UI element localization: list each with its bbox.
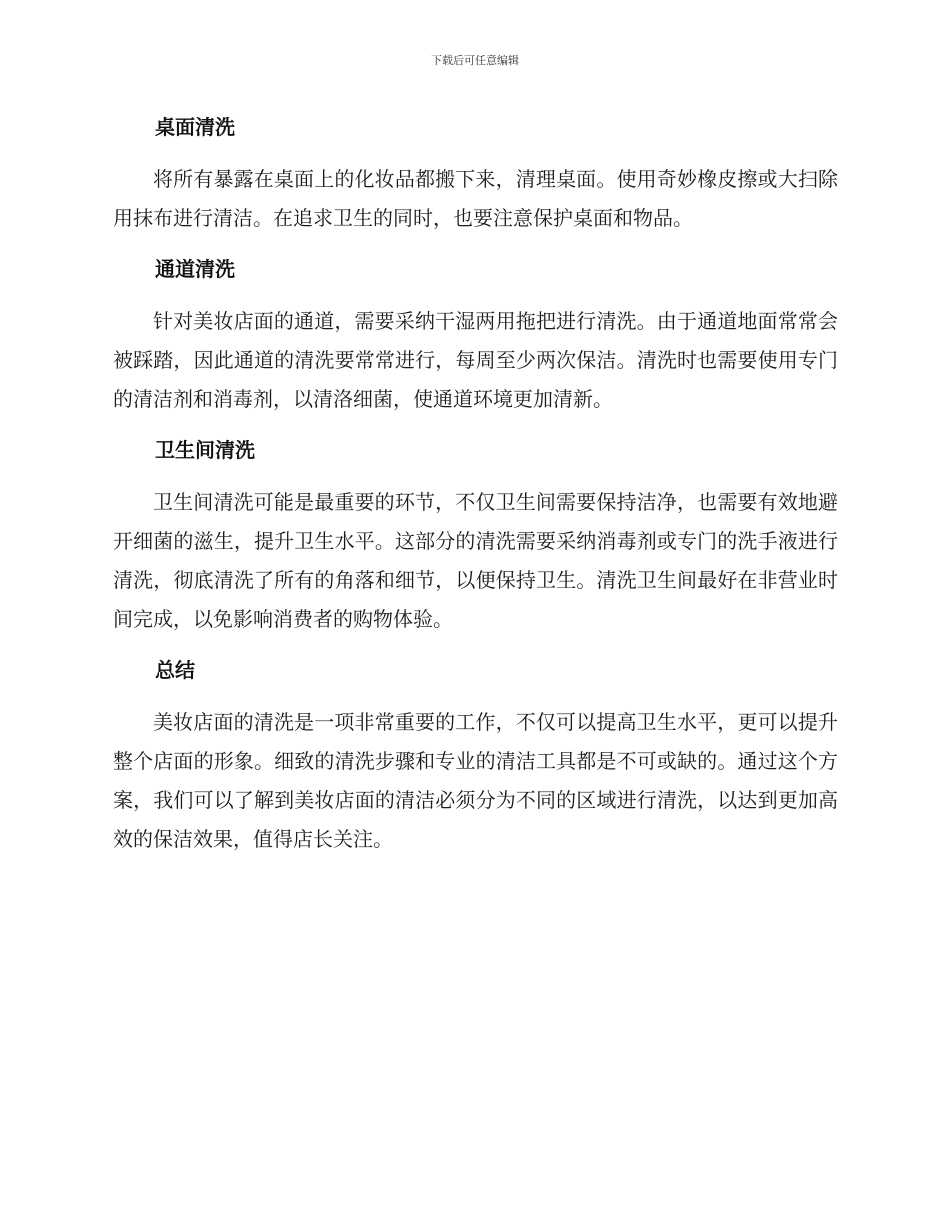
section-paragraph: 针对美妆店面的通道，需要采纳干湿两用拖把进行清洗。由于通道地面常常会被踩踏，因此通道的清洗要常常进行，每周至少两次保洁。清洗时也需要使用专门的清洁剂和消毒剂，以清洛细菌，使通道环境更加清新。 bbox=[113, 309, 838, 411]
section-paragraph: 将所有暴露在桌面上的化妆品都搬下来，清理桌面。使用奇妙橡皮擦或大扫除用抹布进行清洁。在追求卫生的同时，也要注意保护桌面和物品。 bbox=[113, 167, 838, 230]
section-summary bbox=[113, 651, 838, 859]
section-heading: 桌面清洗 bbox=[155, 115, 235, 139]
section-restroom-cleaning bbox=[113, 431, 838, 651]
section-heading: 总结 bbox=[155, 658, 195, 682]
section-heading: 通道清洗 bbox=[155, 257, 235, 281]
section-heading: 卫生间清洗 bbox=[155, 438, 255, 462]
section-desk-cleaning bbox=[113, 108, 838, 250]
document-body bbox=[113, 108, 838, 859]
section-paragraph: 卫生间清洗可能是最重要的环节，不仅卫生间需要保持洁净，也需要有效地避开细菌的滋生，提升卫生水平。这部分的清洗需要采纳消毒剂或专门的洗手液进行清洗，彻底清洗了所有的角落和细节，以便保持卫生。清洗卫生间最好在非营业时间完成，以免影响消费者的购物体验。 bbox=[113, 490, 838, 631]
page-header-note: 下载后可任意编辑 bbox=[431, 54, 519, 67]
section-aisle-cleaning bbox=[113, 250, 838, 431]
section-paragraph: 美妆店面的清洗是一项非常重要的工作，不仅可以提高卫生水平，更可以提升整个店面的形象。细致的清洗步骤和专业的清洁工具都是不可或缺的。通过这个方案，我们可以了解到美妆店面的清洁必须分为不同的区域进行清洗，以达到更加高效的保洁效果，值得店长关注。 bbox=[113, 710, 838, 851]
